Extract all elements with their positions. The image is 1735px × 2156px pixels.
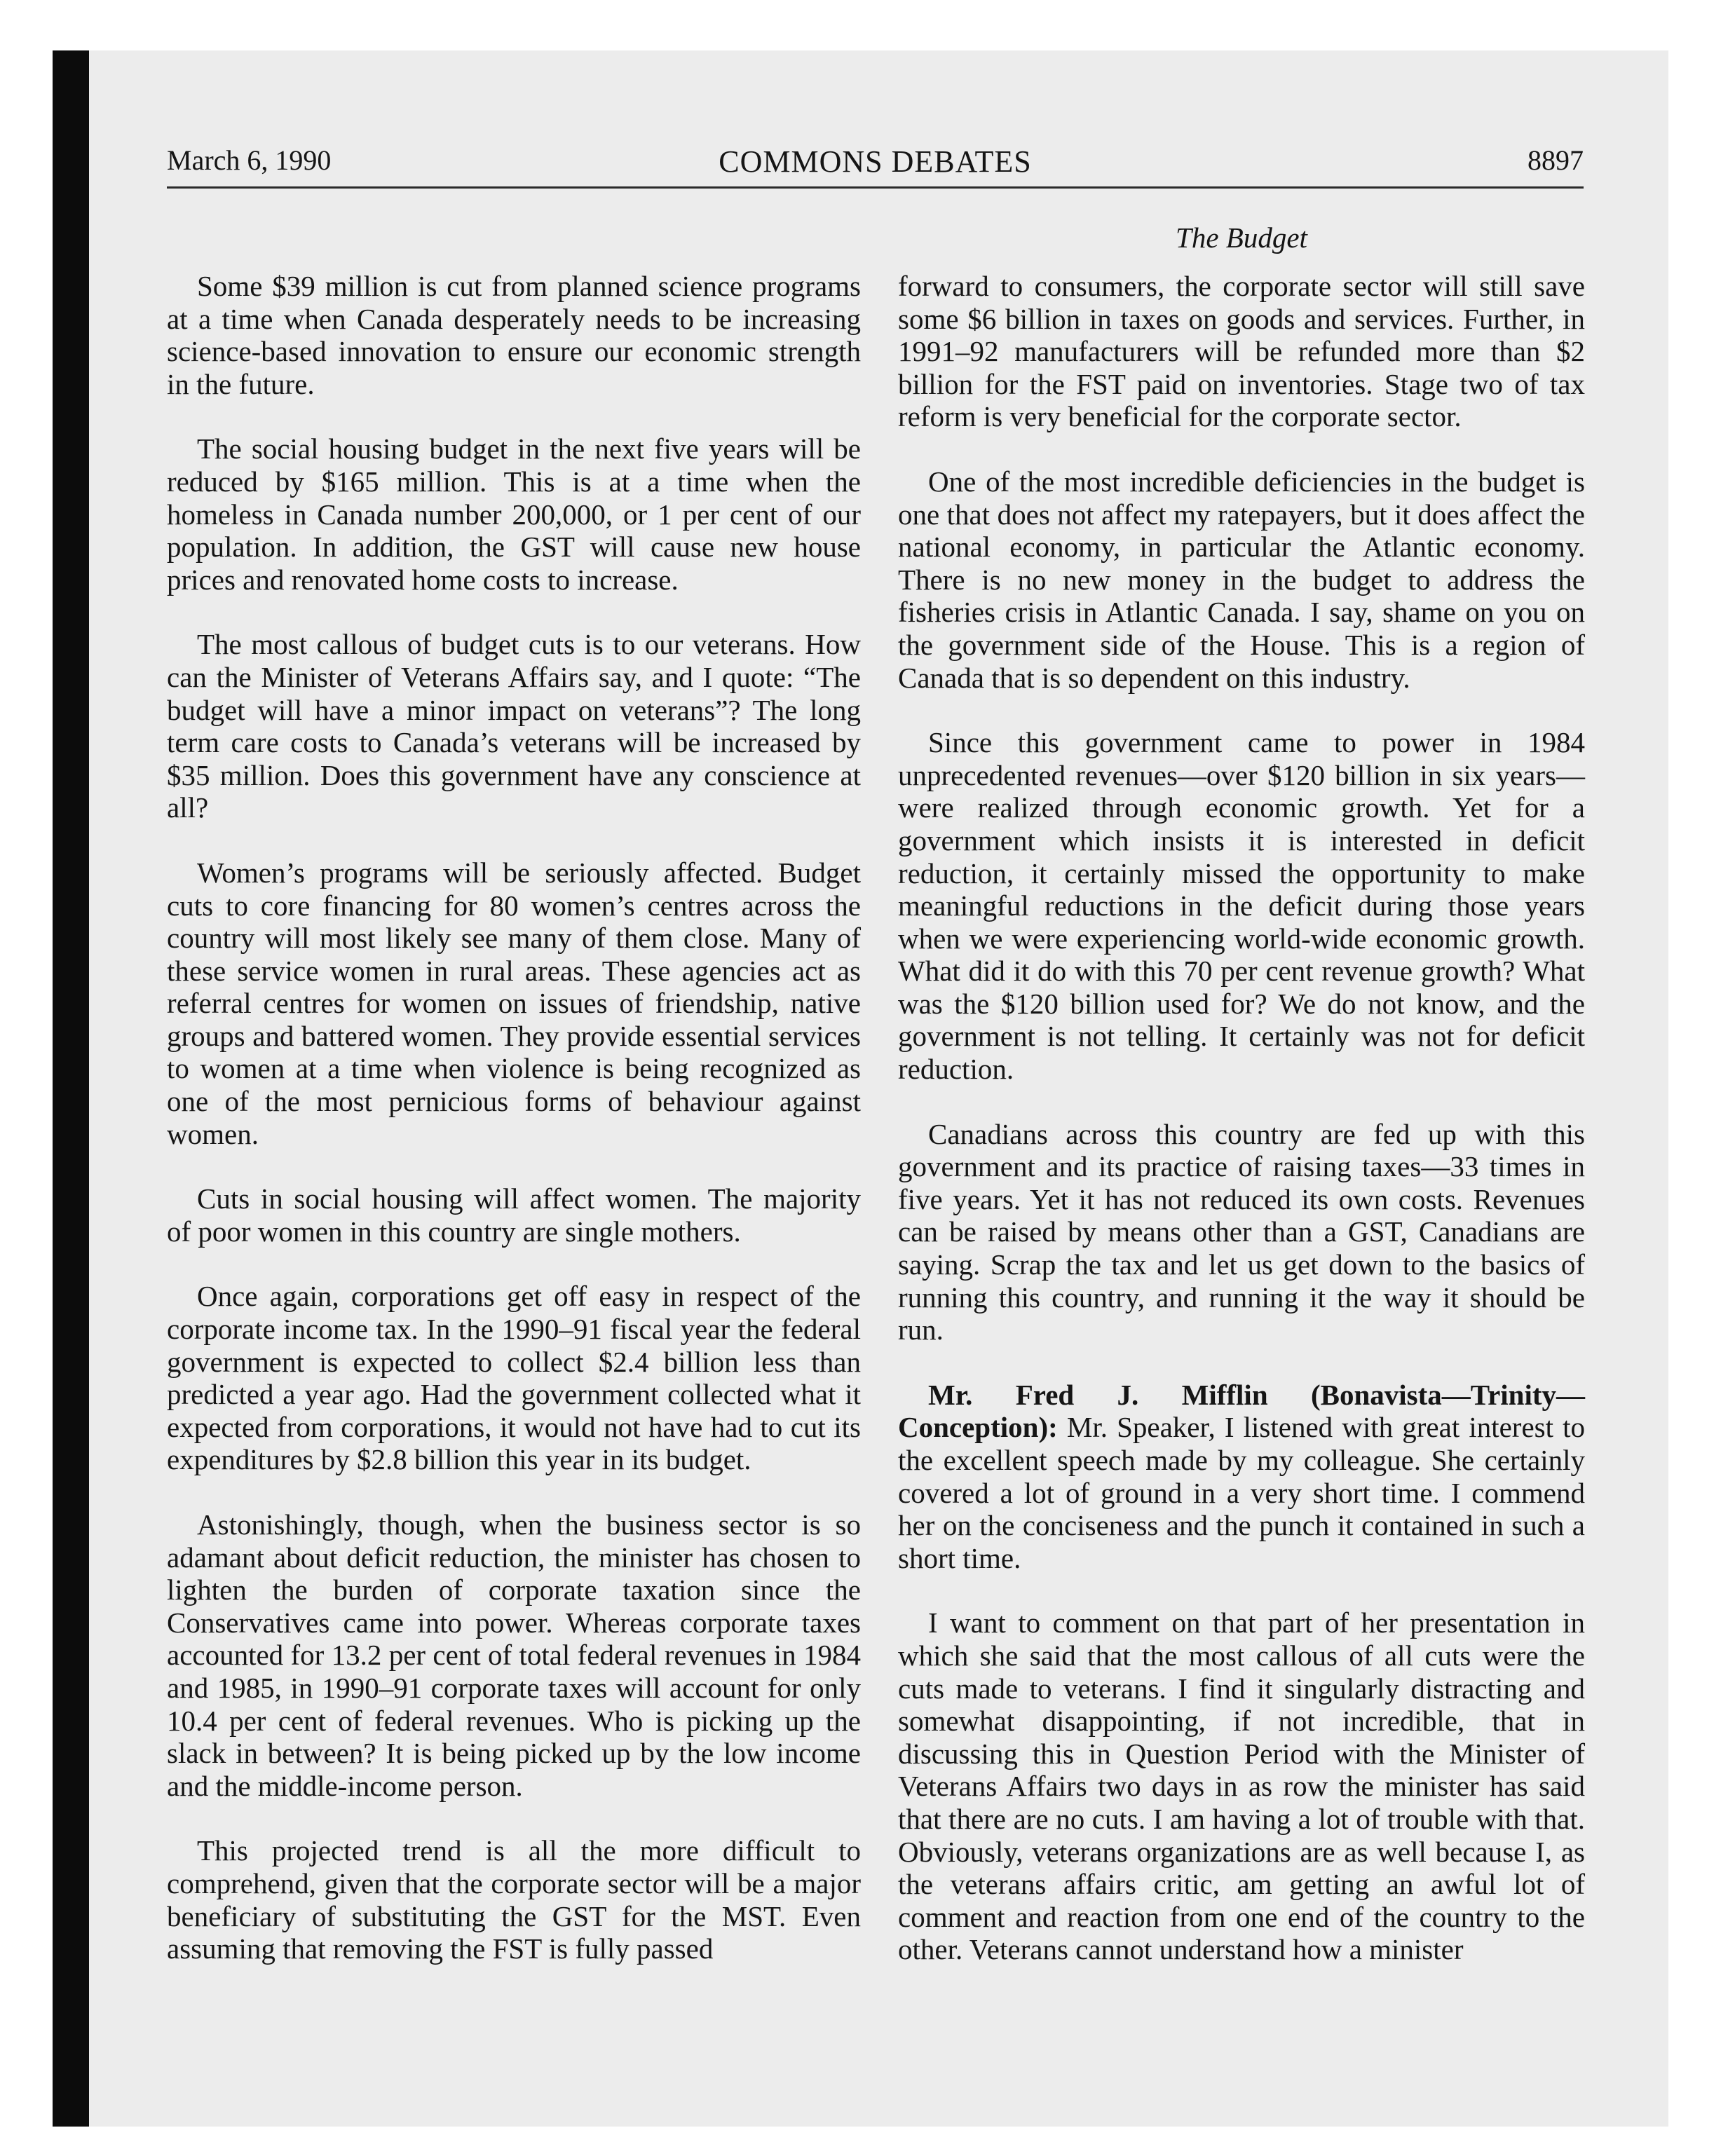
speaker-name: Mr. Fred J. Mifflin (Bonavista—Trinity—Conception): <box>898 1378 1585 1444</box>
speech-text: Mr. Speaker, I listened with great interest to the excellent speech made by my colleague. She certainly covered a lot of ground in a very short time. I commend her on the conciseness and the punch it contained in such a short time. <box>898 1411 1586 1574</box>
paragraph: Some $39 million is cut from planned science programs at a time when Canada desperately needs to be increasing science-based innovation to ensure our economic strength in the future. <box>167 270 861 400</box>
paragraph: One of the most incredible deficiencies in the budget is one that does not affect my ratepayers, but it does affect the national economy, in particular the Atlantic economy. There is no new money in the budget to address the fisheries crisis in Atlantic Canada. I say, shame on you on the government side of the House. This is a region of Canada that is so dependent on this industry. <box>898 465 1585 694</box>
left-column <box>167 270 861 1998</box>
scan-margin <box>0 0 53 2156</box>
paragraph: The most callous of budget cuts is to our veterans. How can the Minister of Veterans Affairs say, and I quote: “The budget will have a minor impact on veterans”? The long term care costs to Canada’s veterans will be increased by $35 million. Does this government have any conscience at all? <box>167 628 861 824</box>
section-title: The Budget <box>1176 221 1307 254</box>
paragraph: I want to comment on that part of her presentation in which she said that the most callous of all cuts were the cuts made to veterans. I find it singularly distracting and somewhat disappointing, if not incredible, that in discussing this in Question Period with the Minister of Veterans Affairs two days in as row the minister has said that there are no cuts. I am having a lot of trouble with that. Obviously, veterans organizations are as well because I, as the veterans affairs critic, am getting an awful lot of comment and reaction from one end of the country to the other. Veterans cannot understand how a minister <box>898 1606 1585 1966</box>
header-date: March 6, 1990 <box>167 144 332 176</box>
paragraph: This projected trend is all the more difficult to comprehend, given that the corporate sector will be a major beneficiary of substituting the GST for the MST. Even assuming that removing the FST is fully passed <box>167 1834 861 1965</box>
paragraph: Astonishingly, though, when the business sector is so adamant about deficit reduction, the minister has chosen to lighten the burden of corporate taxation since the Conservatives came into power. Whereas corporate taxes accounted for 13.2 per cent of total federal revenues in 1984 and 1985, in 1990–91 corporate taxes will account for only 10.4 per cent of federal revenues. Who is picking up the slack in between? It is being picked up by the low income and the middle-income person. <box>167 1508 861 1802</box>
running-header <box>167 144 1584 186</box>
scan-binding-edge <box>53 50 89 2127</box>
paragraph: Cuts in social housing will affect women. The majority of poor women in this country are single mothers. <box>167 1182 861 1248</box>
continued-paragraph: forward to consumers, the corporate sector will still save some $6 billion in taxes on goods and services. Further, in 1991–92 manufacturers will be refunded more than $2 billion for the FST paid on inventories. Stage two of tax reform is very beneficial for the corporate sector. <box>898 270 1585 433</box>
paragraph: Women’s programs will be seriously affected. Budget cuts to core financing for 80 women’s centres across the country will most likely see many of them close. Many of these service women in rural areas. These agencies act as referral centres for women on issues of friendship, native groups and battered women. They provide essential services to women at a time when violence is being recognized as one of the most pernicious forms of behaviour against women. <box>167 856 861 1150</box>
right-column <box>898 270 1585 1998</box>
speech-paragraph <box>898 1379 1585 1575</box>
paragraph: Since this government came to power in 1984 unprecedented revenues—over $120 billion in six years—were realized through economic growth. Yet for a government which insists it is interested in deficit reduction, it certainly missed the opportunity to make meaningful reductions in the deficit during those years when we were experiencing world-wide economic growth. What did it do with this 70 per cent revenue growth? What was the $120 billion used for? We do not know, and the government is not telling. It certainly was not for deficit reduction. <box>898 726 1585 1086</box>
header-rule <box>167 186 1584 189</box>
page-number: 8897 <box>1528 144 1584 176</box>
paragraph: Canadians across this country are fed up with this government and its practice of raising taxes—33 times in five years. Yet it has not reduced its own costs. Revenues can be raised by means other than a GST, Canadians are saying. Scrap the tax and let us get down to the basics of running this country, and running it the way it should be run. <box>898 1117 1585 1346</box>
paragraph: The social housing budget in the next five years will be reduced by $165 million. This is at a time when the homeless in Canada number 200,000, or 1 per cent of our population. In addition, the GST will cause new house prices and renovated home costs to increase. <box>167 432 861 596</box>
paragraph: Once again, corporations get off easy in respect of the corporate income tax. In the 1990–91 fiscal year the federal government is expected to collect $2.4 billion less than predicted a year ago. Had the government collected what it expected from corporations, it would not have had to cut its expenditures by $2.8 billion this year in its budget. <box>167 1280 861 1476</box>
header-title: COMMONS DEBATES <box>719 144 1032 179</box>
